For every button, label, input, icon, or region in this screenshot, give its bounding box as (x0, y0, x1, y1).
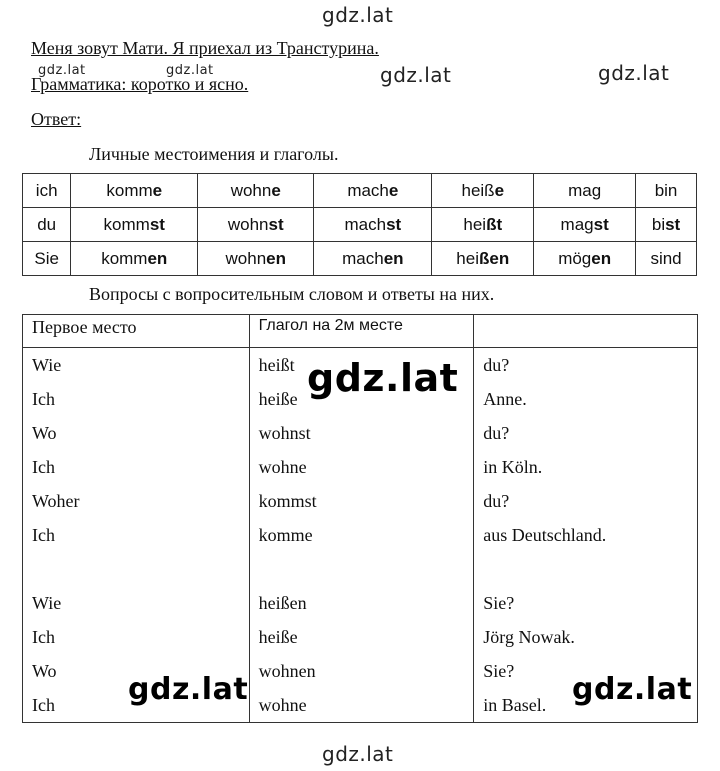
verb-cell: heißt (249, 348, 474, 383)
conjugation-cell (23, 242, 71, 276)
conjugation-cell (636, 242, 697, 276)
conjugation-cell (534, 208, 636, 242)
conjugation-cell (198, 208, 314, 242)
verb-ending: st (665, 214, 681, 234)
rest-cell: du? (474, 416, 698, 450)
first-place-cell: Wo (23, 654, 250, 688)
verb-stem: wohn (230, 180, 272, 200)
watermark-small-1: gdz.lat (38, 63, 86, 78)
verb-ending: st (386, 214, 402, 234)
conjugation-cell (314, 174, 432, 208)
verb-stem: komm (101, 248, 148, 268)
verb-stem: sind (650, 248, 682, 268)
verb-stem: heiß (461, 180, 495, 200)
answer-label: Ответ: (31, 109, 82, 129)
verb-stem: du (37, 214, 57, 234)
verb-stem: ich (35, 180, 58, 200)
conjugation-cell (314, 242, 432, 276)
verb-stem: bin (654, 180, 678, 200)
verb-stem: mög (558, 248, 592, 268)
watermark-bottom-left: gdz.lat (128, 672, 249, 707)
conjugation-cell (198, 242, 314, 276)
first-place-cell: Wie (23, 586, 250, 620)
table-row (23, 586, 698, 620)
watermark-top: gdz.lat (322, 3, 394, 27)
watermark-header-right: gdz.lat (598, 61, 670, 85)
table-row (23, 484, 698, 518)
rest-cell: aus Deutschland. (474, 518, 698, 552)
table-row (23, 518, 698, 552)
conjugation-cell (432, 208, 534, 242)
watermark-large-center: gdz.lat (303, 356, 462, 400)
table-row (23, 416, 698, 450)
first-place-cell: Ich (23, 620, 250, 654)
conjugation-cell (198, 174, 314, 208)
conjugation-cell (23, 208, 71, 242)
verb-stem: mag (560, 214, 594, 234)
verb-cell: heißen (249, 586, 474, 620)
column-header-rest (474, 315, 698, 348)
verb-cell: komme (249, 518, 474, 552)
verb-cell: wohne (249, 450, 474, 484)
conjugation-cell (534, 242, 636, 276)
verb-stem: mach (344, 214, 387, 234)
verb-cell: heiße (249, 620, 474, 654)
conjugation-cell (71, 242, 198, 276)
conjugation-cell (71, 174, 198, 208)
table-row (23, 552, 698, 586)
rest-cell: du? (474, 484, 698, 518)
rest-cell: Sie? (474, 654, 698, 688)
first-place-cell: Ich (23, 450, 250, 484)
conjugation-cell (432, 242, 534, 276)
rest-cell: Jörg Nowak. (474, 620, 698, 654)
watermark-small-2: gdz.lat (166, 63, 214, 78)
verb-cell: kommst (249, 484, 474, 518)
conjugation-cell (314, 208, 432, 242)
section-title-pronouns: Личные местоимения и глаголы. (89, 144, 339, 164)
rest-cell: du? (474, 348, 698, 383)
rest-cell: Sie? (474, 586, 698, 620)
first-place-cell: Ich (23, 382, 250, 416)
verb-stem: bi (651, 214, 666, 234)
first-place-cell: Wo (23, 416, 250, 450)
verb-ending: ßen (478, 248, 510, 268)
verb-stem: mach (347, 180, 389, 200)
first-place-cell (23, 552, 250, 586)
conjugation-cell (432, 174, 534, 208)
first-place-cell: Ich (23, 688, 250, 723)
conjugation-cell (23, 174, 71, 208)
verb-cell: wohnen (249, 654, 474, 688)
verb-stem: hei (463, 214, 487, 234)
verb-cell: wohnst (249, 416, 474, 450)
verb-stem: komm (103, 214, 150, 234)
conjugation-row (23, 174, 697, 208)
verb-cell: wohne (249, 688, 474, 723)
header-line-1: Меня зовут Мати. Я приехал из Транстурина. (31, 38, 379, 58)
verb-ending: ßt (486, 214, 503, 234)
verb-stem: wohn (227, 214, 269, 234)
verb-ending: e (388, 180, 399, 200)
verb-ending: st (593, 214, 609, 234)
first-place-cell: Ich (23, 518, 250, 552)
watermark-header-center: gdz.lat (380, 63, 452, 87)
verb-ending: st (268, 214, 284, 234)
rest-cell: Anne. (474, 382, 698, 416)
conjugation-table (22, 173, 697, 276)
verb-stem: hei (456, 248, 479, 268)
column-header-first-place: Первое место (23, 315, 250, 348)
first-place-cell: Wie (23, 348, 250, 383)
verb-ending: en (147, 248, 168, 268)
verb-ending: e (152, 180, 163, 200)
header-line-2: Грамматика: коротко и ясно. (31, 74, 249, 94)
watermark-bottom: gdz.lat (322, 742, 394, 766)
verb-ending: en (591, 248, 612, 268)
verb-cell (249, 552, 474, 586)
rest-cell (474, 552, 698, 586)
verb-stem: mach (342, 248, 384, 268)
table-header-row (23, 315, 698, 348)
verb-ending: st (149, 214, 165, 234)
rest-cell: in Basel. (474, 688, 698, 723)
rest-cell: in Köln. (474, 450, 698, 484)
verb-ending: en (383, 248, 404, 268)
watermark-bottom-right: gdz.lat (572, 672, 693, 707)
conjugation-cell (71, 208, 198, 242)
table-row (23, 450, 698, 484)
conjugation-cell (534, 174, 636, 208)
conjugation-cell (636, 208, 697, 242)
verb-stem: wohn (225, 248, 267, 268)
column-header-verb-second: Глагол на 2м месте (249, 315, 474, 348)
table-row (23, 620, 698, 654)
verb-ending: e (494, 180, 505, 200)
conjugation-row (23, 242, 697, 276)
verb-ending: en (266, 248, 286, 268)
verb-ending: e (271, 180, 281, 200)
section-title-questions: Вопросы с вопросительным словом и ответы на них. (89, 284, 495, 304)
verb-stem: Sie (34, 248, 59, 268)
verb-stem: komm (106, 180, 153, 200)
conjugation-cell (636, 174, 697, 208)
verb-cell: heiße (249, 382, 474, 416)
first-place-cell: Woher (23, 484, 250, 518)
verb-stem: mag (568, 180, 602, 200)
conjugation-row (23, 208, 697, 242)
